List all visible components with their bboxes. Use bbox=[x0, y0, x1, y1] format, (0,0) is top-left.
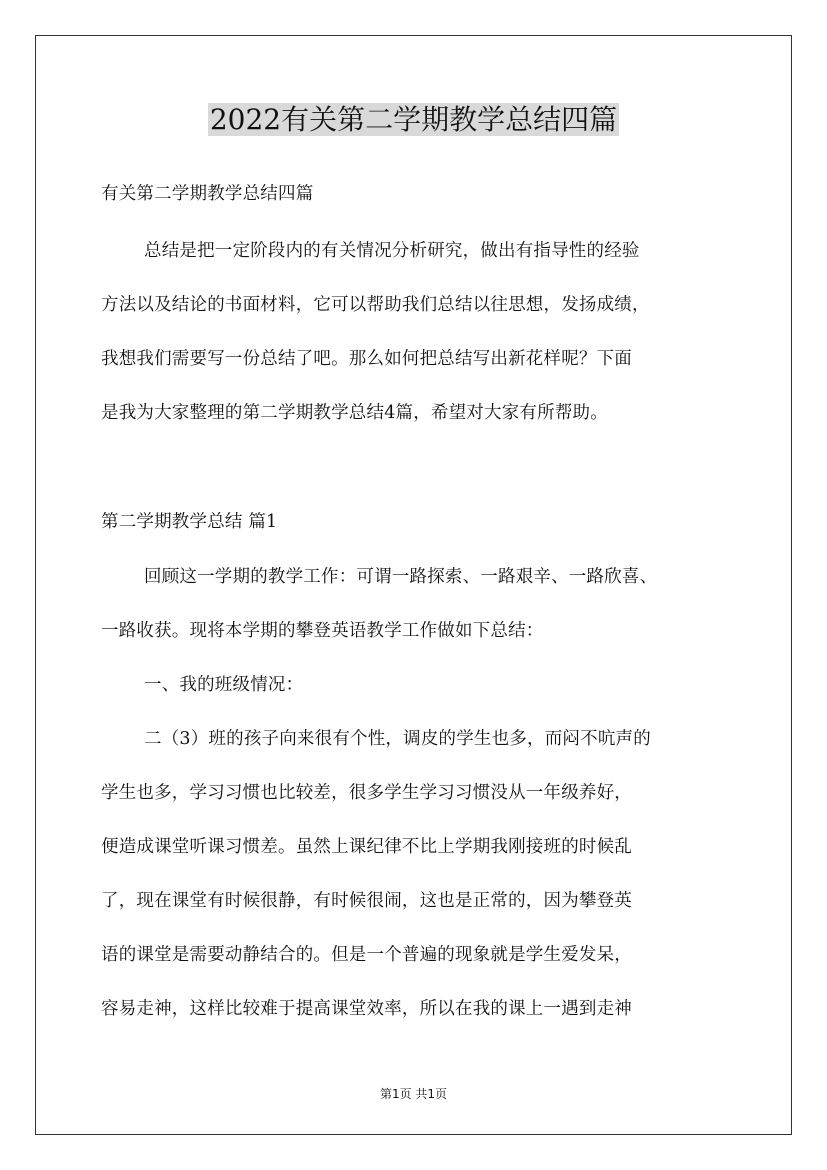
section-paragraph-line: 一路收获。现将本学期的攀登英语教学工作做如下总结： bbox=[101, 621, 544, 641]
page-footer: 第1页 共1页 bbox=[379, 1087, 448, 1101]
section-paragraph-line: 回顾这一学期的教学工作：可谓一路探索、一路艰辛、一路欣喜、 bbox=[144, 567, 658, 587]
document-title: 2022有关第二学期教学总结四篇 bbox=[209, 103, 618, 136]
class-paragraph-line: 便造成课堂听课习惯差。虽然上课纪律不比上学期我刚接班的时候乱 bbox=[101, 837, 632, 857]
class-paragraph-line: 了，现在课堂有时候很静，有时候很闹，这也是正常的，因为攀登英 bbox=[101, 891, 632, 911]
subheading: 一、我的班级情况： bbox=[144, 675, 304, 695]
intro-line: 是我为大家整理的第二学期教学总结4篇，希望对大家有所帮助。 bbox=[101, 403, 608, 423]
intro-line: 方法以及结论的书面材料，它可以帮助我们总结以往思想，发扬成绩， bbox=[101, 295, 650, 315]
intro-line: 我想我们需要写一份总结了吧。那么如何把总结写出新花样呢？下面 bbox=[101, 349, 632, 369]
document-subtitle: 有关第二学期教学总结四篇 bbox=[101, 184, 314, 204]
class-paragraph-line: 二（3）班的孩子向来很有个性，调皮的学生也多，而闷不吭声的 bbox=[144, 729, 651, 749]
class-paragraph-line: 学生也多，学习习惯也比较差，很多学生学习习惯没从一年级养好， bbox=[101, 783, 632, 803]
class-paragraph-line: 语的课堂是需要动静结合的。但是一个普遍的现象就是学生爱发呆， bbox=[101, 945, 632, 965]
intro-line: 总结是把一定阶段内的有关情况分析研究，做出有指导性的经验 bbox=[144, 241, 640, 261]
section-heading: 第二学期教学总结 篇1 bbox=[101, 512, 278, 532]
class-paragraph-line: 容易走神，这样比较难于提高课堂效率，所以在我的课上一遇到走神 bbox=[101, 999, 632, 1019]
